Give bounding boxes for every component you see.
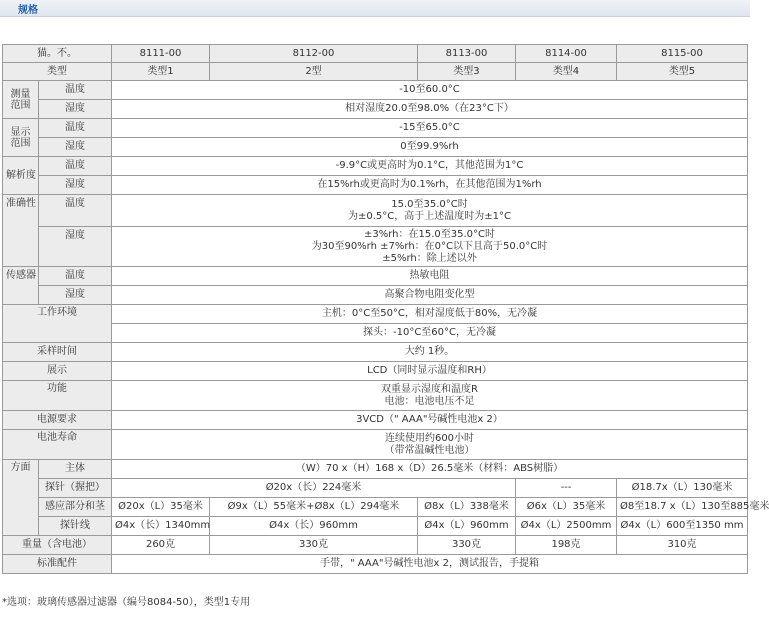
sampling-value: 大约 1秒。 [112,343,748,362]
table-row [3,305,748,324]
table-row [3,343,748,362]
power-value: 3VCD（" AAA"号碱性电池x 2） [112,411,748,430]
resolution-temp-value: -9.9°C或更高时为0.1°C，其他范围为1°C [112,157,748,176]
weight-value: 198克 [516,536,617,555]
table-row [3,267,748,286]
weight-label: 重量（含电池） [3,536,112,555]
type-cell: 类型3 [418,63,516,81]
table-row [3,119,748,138]
resolution-label: 解析度 [3,157,39,195]
type-cell: 类型1 [112,63,210,81]
model-cell: 8112-00 [210,45,418,63]
sensor-label: 传感器 [3,267,39,305]
function-value [112,381,748,411]
table-row [3,81,748,100]
table-row [3,411,748,430]
type-header: 类型 [3,63,112,81]
model-number-header: 猫。不。 [3,45,112,63]
measure-hum-value: 相对湿度20.0至98.0%（在23°C下） [112,100,748,119]
section-title: 规格 [18,5,38,16]
table-row [3,324,748,343]
environment-probe-value: 探头：-10°C至60°C，无冷凝 [112,324,748,343]
section-header-bar [0,0,750,17]
table-row [3,227,748,267]
sensor-temp-value: 热敏电阻 [112,267,748,286]
probe-wire-value: Ø4x（L）2500mm [516,517,617,536]
accuracy-label: 准确性 [3,195,39,267]
table-row [3,460,748,479]
row-sublabel: 探针（握把） [39,479,112,498]
display-range-label: 显示范围 [3,119,39,157]
display-label: 展示 [3,362,112,381]
accuracy-hum-line: ±5%rh：除上述以外 [382,252,477,264]
measure-range-label: 测量范围 [3,81,39,119]
footnote: *选项：玻璃传感器过滤器（编号8084-50），类型1专用 [2,597,251,608]
function-line: 双重显示湿度和温度R [381,383,478,395]
row-sublabel: 温度 [39,267,112,286]
type-cell: 类型4 [516,63,617,81]
probe-wire-value: Ø4x（长）960mm [210,517,418,536]
table-row [3,362,748,381]
type-cell: 类型5 [617,63,748,81]
weight-value: 310克 [617,536,748,555]
battery-life-line: 连续使用约600小时 [384,432,475,444]
row-sublabel: 湿度 [39,286,112,305]
accuracy-hum-value [112,227,748,267]
table-row [3,430,748,460]
row-sublabel: 感应部分和茎 [39,498,112,517]
sensor-part-value: Ø9x（L）55毫米+Ø8x（L）294毫米 [210,498,418,517]
probe-dimensions-value: Ø20x（长）224毫米 [112,479,516,498]
table-row [3,157,748,176]
display-hum-value: 0至99.9%rh [112,138,748,157]
table-row [3,195,748,227]
resolution-hum-value: 在15%rh或更高时为0.1%rh，在其他范围为1%rh [112,176,748,195]
dimensions-label: 方面 [3,460,39,536]
sensor-part-value: Ø6x（L）35毫米 [516,498,617,517]
table-row [3,381,748,411]
sensor-part-value: Ø20x（L）35毫米 [112,498,210,517]
row-sublabel: 温度 [39,119,112,138]
environment-main-value: 主机：0°C至50°C，相对湿度低于80%，无冷凝 [112,305,748,324]
model-cell: 8113-00 [418,45,516,63]
battery-life-label: 电池寿命 [3,430,112,460]
weight-value: 260克 [112,536,210,555]
power-label: 电源要求 [3,411,112,430]
function-label: 功能 [3,381,112,411]
environment-label: 工作环境 [3,305,112,343]
model-cell: 8114-00 [516,45,617,63]
sensor-part-value: Ø8至18.7 x（L）130至885毫米 [617,498,748,517]
model-cell: 8115-00 [617,45,748,63]
weight-value: 330克 [210,536,418,555]
function-line: 电池：电池电压不足 [384,395,475,407]
row-sublabel: 主体 [39,460,112,479]
battery-life-value [112,430,748,460]
table-row [3,63,748,81]
accuracy-hum-line: ±3%rh：在15.0至35.0°C时 [363,228,496,240]
row-sublabel: 湿度 [39,227,112,267]
row-sublabel: 湿度 [39,100,112,119]
spec-table [2,44,769,574]
display-temp-value: -15至65.0°C [112,119,748,138]
type-cell: 2型 [210,63,418,81]
row-sublabel: 温度 [39,81,112,100]
table-row [3,517,748,536]
accuracy-temp-value [112,195,748,227]
body-dimensions-value: （W）70 x（H）168 x（D）26.5毫米（材料：ABS树脂） [112,460,748,479]
probe-wire-value: Ø4x（L）960mm [418,517,516,536]
table-row [3,498,748,517]
sensor-part-value: Ø8x（L）338毫米 [418,498,516,517]
table-row [3,555,748,574]
row-sublabel: 温度 [39,157,112,176]
probe-dimensions-value: Ø18.7x（L）130毫米 [617,479,748,498]
table-row [3,286,748,305]
weight-value: 330克 [418,536,516,555]
probe-dimensions-value: --- [516,479,617,498]
sensor-hum-value: 高聚合物电阻变化型 [112,286,748,305]
accessories-label: 标准配件 [3,555,112,574]
row-sublabel: 温度 [39,195,112,227]
accuracy-hum-line: 为30至90%rh ±7%rh：在0°C以下且高于50.0°C时 [311,240,548,252]
sampling-label: 采样时间 [3,343,112,362]
probe-wire-value: Ø4x（L）600至1350 mm [617,517,748,536]
model-cell: 8111-00 [112,45,210,63]
table-row [3,138,748,157]
table-row [3,479,748,498]
display-value: LCD（同时显示温度和RH） [112,362,748,381]
probe-wire-value: Ø4x（长）1340mm [112,517,210,536]
measure-temp-value: -10至60.0°C [112,81,748,100]
table-row [3,176,748,195]
battery-life-line: （带常温碱性电池） [384,444,475,456]
row-sublabel: 湿度 [39,138,112,157]
row-sublabel: 探针线 [39,517,112,536]
table-row [3,45,748,63]
accuracy-temp-line: 为±0.5°C，高于上述温度时为±1°C [348,210,511,222]
table-row [3,536,748,555]
table-row [3,100,748,119]
accuracy-temp-line: 15.0至35.0°C时 [391,198,468,210]
accessories-value: 手带，" AAA"号碱性电池x 2，测试报告，手提箱 [112,555,748,574]
row-sublabel: 湿度 [39,176,112,195]
